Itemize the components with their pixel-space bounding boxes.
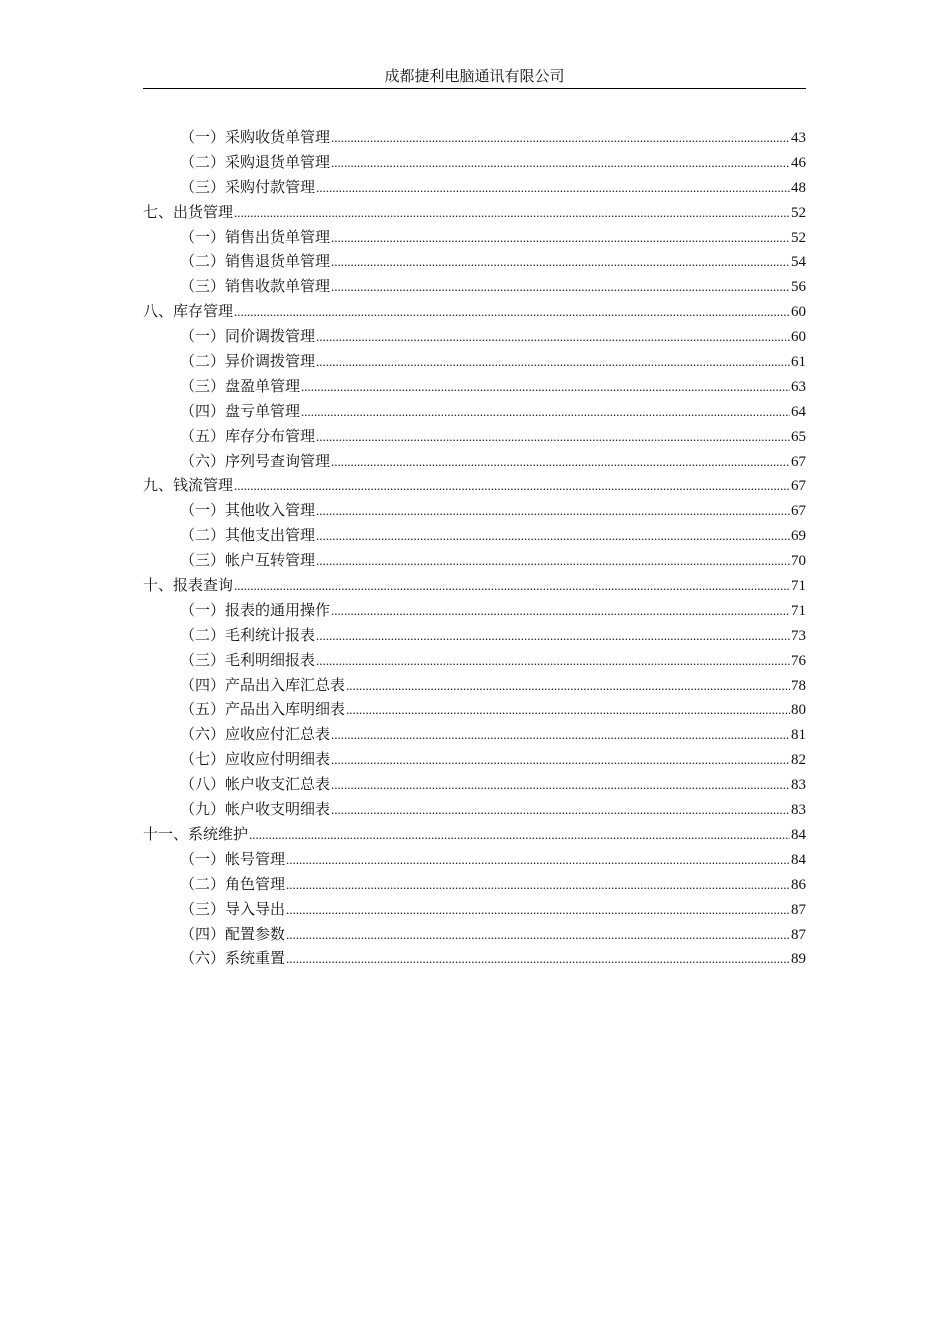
toc-entry[interactable] [143, 200, 806, 225]
toc-dot-leader [346, 674, 790, 699]
toc-dot-leader [316, 499, 790, 524]
toc-entry-title: （三）毛利明细报表 [180, 650, 316, 669]
toc-dot-leader [331, 275, 790, 300]
toc-entry[interactable] [143, 946, 806, 971]
toc-entry-page: 61 [791, 354, 806, 371]
toc-entry-page: 70 [791, 553, 806, 570]
toc-dot-leader [286, 848, 790, 873]
page-header [143, 64, 806, 89]
toc-entry[interactable] [143, 324, 806, 349]
toc-dot-leader [331, 723, 790, 748]
toc-dot-leader [286, 947, 790, 972]
toc-entry-title: （八）帐户收支汇总表 [180, 775, 331, 794]
toc-dot-leader [331, 226, 790, 251]
toc-entry[interactable] [143, 922, 806, 947]
toc-entry-page: 78 [791, 677, 806, 694]
toc-entry[interactable] [143, 299, 806, 324]
toc-entry[interactable] [143, 872, 806, 897]
toc-entry-page: 56 [791, 279, 806, 296]
toc-entry-title: 七、出货管理 [143, 202, 234, 221]
toc-dot-leader [234, 201, 790, 226]
toc-dot-leader [316, 425, 790, 450]
toc-entry-page: 52 [791, 204, 806, 221]
toc-entry-title: （七）应收应付明细表 [180, 750, 331, 769]
toc-entry-page: 64 [791, 403, 806, 420]
toc-entry[interactable] [143, 399, 806, 424]
toc-dot-leader [331, 748, 790, 773]
toc-entry-title: （五）库存分布管理 [180, 426, 316, 445]
toc-entry-page: 87 [791, 901, 806, 918]
toc-dot-leader [331, 798, 790, 823]
toc-entry-page: 60 [791, 304, 806, 321]
toc-entry-page: 69 [791, 528, 806, 545]
toc-entry-title: （九）帐户收支明细表 [180, 800, 331, 819]
toc-entry[interactable] [143, 249, 806, 274]
toc-entry[interactable] [143, 424, 806, 449]
toc-dot-leader [331, 599, 790, 624]
toc-entry[interactable] [143, 573, 806, 598]
toc-dot-leader [301, 400, 790, 425]
toc-entry-title: 十、报表查询 [143, 576, 234, 595]
toc-entry-title: （四）配置参数 [180, 924, 286, 943]
toc-dot-leader [316, 524, 790, 549]
toc-entry-page: 52 [791, 229, 806, 246]
toc-entry-page: 82 [791, 752, 806, 769]
table-of-contents [143, 125, 806, 971]
toc-entry[interactable] [143, 797, 806, 822]
toc-entry[interactable] [143, 822, 806, 847]
toc-entry[interactable] [143, 449, 806, 474]
toc-entry-title: （一）采购收货单管理 [180, 128, 331, 146]
toc-dot-leader [249, 823, 790, 848]
toc-dot-leader [331, 773, 790, 798]
toc-dot-leader [346, 698, 790, 723]
toc-entry-page: 48 [791, 179, 806, 196]
toc-entry-title: （一）报表的通用操作 [180, 600, 331, 619]
toc-entry-title: （二）角色管理 [180, 874, 286, 893]
toc-entry[interactable] [143, 498, 806, 523]
toc-entry-page: 83 [791, 802, 806, 819]
toc-entry[interactable] [143, 274, 806, 299]
company-name: 成都捷利电脑通讯有限公司 [384, 67, 565, 85]
toc-entry-title: （二）其他支出管理 [180, 526, 316, 545]
toc-entry-page: 67 [791, 453, 806, 470]
toc-entry-title: （一）销售出货单管理 [180, 227, 331, 246]
toc-dot-leader [331, 450, 790, 475]
toc-dot-leader [316, 624, 790, 649]
toc-entry[interactable] [143, 125, 806, 150]
toc-dot-leader [316, 649, 790, 674]
toc-entry[interactable] [143, 722, 806, 747]
toc-entry-title: （六）应收应付汇总表 [180, 725, 331, 744]
toc-entry-page: 67 [791, 503, 806, 520]
toc-entry-title: 九、钱流管理 [143, 476, 234, 495]
toc-dot-leader [234, 574, 790, 599]
toc-entry-page: 43 [791, 130, 806, 146]
toc-entry-title: （一）帐号管理 [180, 849, 286, 868]
toc-dot-leader [316, 176, 790, 201]
toc-entry-title: （四）盘亏单管理 [180, 401, 301, 420]
toc-entry[interactable] [143, 747, 806, 772]
toc-entry-page: 83 [791, 777, 806, 794]
toc-entry[interactable] [143, 897, 806, 922]
toc-entry[interactable] [143, 225, 806, 250]
toc-entry-title: （五）产品出入库明细表 [180, 700, 346, 719]
toc-entry-page: 71 [791, 602, 806, 619]
toc-entry[interactable] [143, 523, 806, 548]
toc-dot-leader [234, 300, 790, 325]
toc-entry-page: 84 [791, 851, 806, 868]
toc-dot-leader [286, 923, 790, 948]
toc-dot-leader [331, 151, 790, 176]
toc-entry[interactable] [143, 623, 806, 648]
toc-entry-title: （二）异价调拨管理 [180, 352, 316, 371]
toc-entry-page: 46 [791, 154, 806, 171]
toc-entry[interactable] [143, 697, 806, 722]
toc-entry-title: （二）销售退货单管理 [180, 252, 331, 271]
toc-entry[interactable] [143, 598, 806, 623]
toc-entry[interactable] [143, 374, 806, 399]
toc-entry[interactable] [143, 673, 806, 698]
toc-dot-leader [331, 126, 790, 151]
toc-entry-page: 89 [791, 951, 806, 968]
toc-entry-page: 87 [791, 926, 806, 943]
toc-entry-page: 73 [791, 627, 806, 644]
toc-entry-page: 80 [791, 702, 806, 719]
toc-entry-page: 71 [791, 578, 806, 595]
toc-entry-page: 63 [791, 378, 806, 395]
toc-entry[interactable] [143, 175, 806, 200]
toc-dot-leader [234, 474, 790, 499]
toc-dot-leader [316, 325, 790, 350]
toc-entry-title: （三）帐户互转管理 [180, 551, 316, 570]
toc-entry-page: 81 [791, 727, 806, 744]
toc-entry-page: 84 [791, 826, 806, 843]
toc-entry-title: （三）采购付款管理 [180, 177, 316, 196]
toc-entry-title: （六）序列号查询管理 [180, 451, 331, 470]
toc-entry[interactable] [143, 772, 806, 797]
toc-dot-leader [316, 549, 790, 574]
toc-entry-page: 65 [791, 428, 806, 445]
toc-dot-leader [286, 898, 790, 923]
toc-dot-leader [331, 250, 790, 275]
toc-entry-page: 60 [791, 329, 806, 346]
toc-entry-title: （二）采购退货单管理 [180, 152, 331, 171]
toc-entry-page: 86 [791, 876, 806, 893]
toc-dot-leader [301, 375, 790, 400]
toc-entry-title: （一）同价调拨管理 [180, 327, 316, 346]
toc-entry-title: （一）其他收入管理 [180, 501, 316, 520]
toc-entry-title: 八、库存管理 [143, 302, 234, 321]
toc-entry-page: 76 [791, 652, 806, 669]
toc-entry[interactable] [143, 648, 806, 673]
toc-dot-leader [316, 350, 790, 375]
toc-entry-title: 十一、系统维护 [143, 824, 249, 843]
toc-entry-title: （六）系统重置 [180, 949, 286, 968]
toc-entry-page: 54 [791, 254, 806, 271]
toc-dot-leader [286, 873, 790, 898]
toc-entry[interactable] [143, 847, 806, 872]
toc-entry-title: （三）销售收款单管理 [180, 277, 331, 296]
toc-entry[interactable] [143, 548, 806, 573]
toc-entry-title: （四）产品出入库汇总表 [180, 675, 346, 694]
toc-entry-title: （三）导入导出 [180, 899, 286, 918]
toc-entry[interactable] [143, 349, 806, 374]
toc-entry-title: （三）盘盈单管理 [180, 376, 301, 395]
toc-entry-title: （二）毛利统计报表 [180, 625, 316, 644]
toc-entry[interactable] [143, 473, 806, 498]
toc-entry-page: 67 [791, 478, 806, 495]
toc-entry[interactable] [143, 150, 806, 175]
